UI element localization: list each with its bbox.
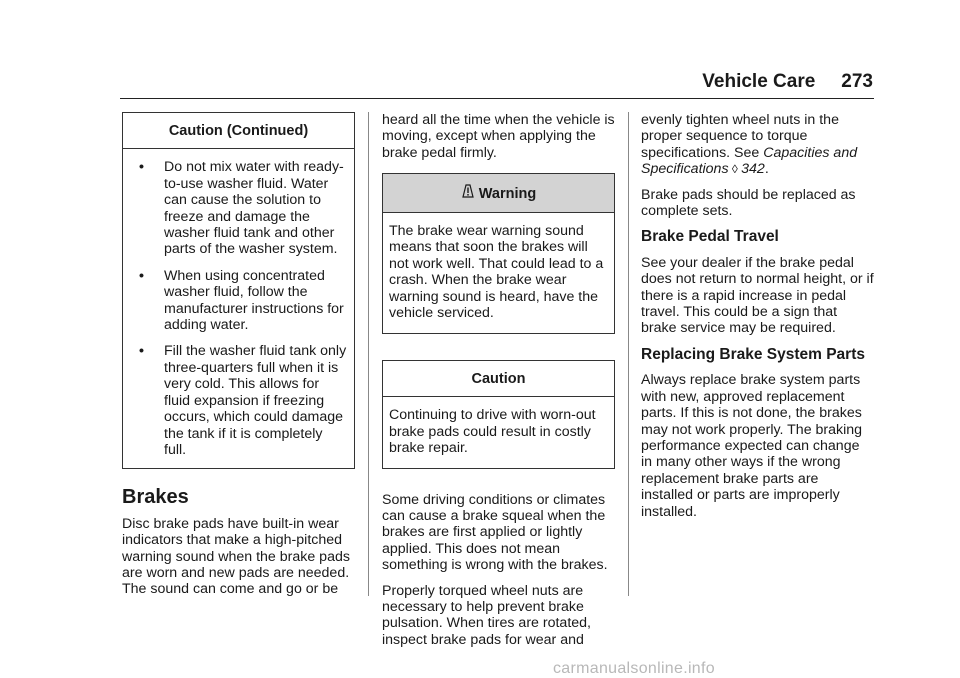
page-ref-icon: ◊ bbox=[728, 162, 742, 177]
caution-box bbox=[382, 360, 615, 469]
pads-sets-paragraph: Brake pads should be replaced as complete sets. bbox=[641, 186, 856, 220]
bullet-text: When using concentrated washer fluid, follow the manufacturer instructions for adding water. bbox=[164, 267, 344, 334]
caution-text: Continuing to drive with worn-out brake pads could result in costly brake repair. bbox=[389, 407, 596, 457]
caution-bullet bbox=[130, 268, 347, 334]
watermark: carmanualsonline.info bbox=[553, 660, 715, 677]
column-1 bbox=[122, 112, 355, 607]
caution-body bbox=[123, 149, 354, 468]
brakes-heading: Brakes bbox=[122, 486, 189, 509]
replacing-parts-heading: Replacing Brake System Parts bbox=[641, 345, 865, 363]
caution-bullet bbox=[130, 343, 347, 458]
period: . bbox=[764, 161, 769, 178]
page-header bbox=[702, 71, 873, 95]
caution-heading: Caution (Continued) bbox=[123, 113, 354, 149]
caution-bullet bbox=[130, 159, 347, 257]
warning-heading bbox=[383, 174, 614, 212]
torque-paragraph-continued bbox=[641, 112, 874, 178]
column-3 bbox=[641, 112, 874, 529]
page-number: 273 bbox=[841, 71, 873, 92]
brakes-paragraph-continued: heard all the time when the vehicle is moving, except when applying the brake pedal firmly. bbox=[382, 112, 615, 161]
bullet-text: Fill the washer fluid tank only three-quarters full when it is very cold. This allows for fluid expansion if freezing occurs, which could damage the tank if it is completely full. bbox=[164, 343, 347, 458]
column-2 bbox=[382, 112, 615, 657]
page-ref-number[interactable]: 342 bbox=[741, 161, 765, 178]
bullet-icon: • bbox=[139, 159, 144, 176]
section-title: Vehicle Care bbox=[702, 71, 816, 92]
bullet-text: Do not mix water with ready-to-use washer fluid. Water can cause the solution to freeze and damage the washer fluid tank and other parts of the washer system. bbox=[164, 159, 344, 258]
replacing-parts-paragraph: Always replace brake system parts with new, approved replacement parts. If this is not done, the brakes may not work properly. The braking performance expected can change in many other ways if the wrong replacement brake parts are installed or parts are improperly installed. bbox=[641, 372, 863, 520]
torque-text: evenly tighten wheel nuts in the proper sequence to torque specifications. See bbox=[641, 112, 839, 161]
capacities-link[interactable]: Capacities and Specifications bbox=[641, 144, 858, 178]
warning-icon bbox=[461, 184, 475, 202]
column-divider-2 bbox=[628, 112, 629, 596]
header-rule bbox=[120, 98, 874, 99]
bullet-icon: • bbox=[139, 343, 144, 360]
caution-box-continued bbox=[122, 112, 355, 469]
brakes-paragraph: Disc brake pads have built-in wear indicators that make a high-pitched warning sound when the brake pads are worn and new pads are needed. The sound can come and go or be bbox=[122, 515, 350, 598]
pedal-travel-paragraph: See your dealer if the brake pedal does not return to normal height, or if there is a rapid increase in pedal travel. This could be a sign that brake service may be required. bbox=[641, 254, 874, 337]
torque-paragraph: Properly torqued wheel nuts are necessary to help prevent brake pulsation. When tires are rotated, inspect brake pads for wear and bbox=[382, 582, 591, 648]
warning-text: The brake wear warning sound means that soon the brakes will not work well. That could lead to a crash. When the brake wear warning sound is heard, have the vehicle serviced. bbox=[389, 222, 604, 322]
warning-title: Warning bbox=[478, 186, 537, 203]
bullet-icon: • bbox=[139, 267, 144, 284]
warning-box bbox=[382, 173, 615, 333]
caution-heading: Caution bbox=[383, 361, 614, 397]
squeal-paragraph: Some driving conditions or climates can cause a brake squeal when the brakes are first applied or lightly applied. This does not mean something is wrong with the brakes. bbox=[382, 491, 608, 574]
pedal-travel-heading: Brake Pedal Travel bbox=[641, 228, 779, 246]
column-divider-1 bbox=[368, 112, 369, 596]
